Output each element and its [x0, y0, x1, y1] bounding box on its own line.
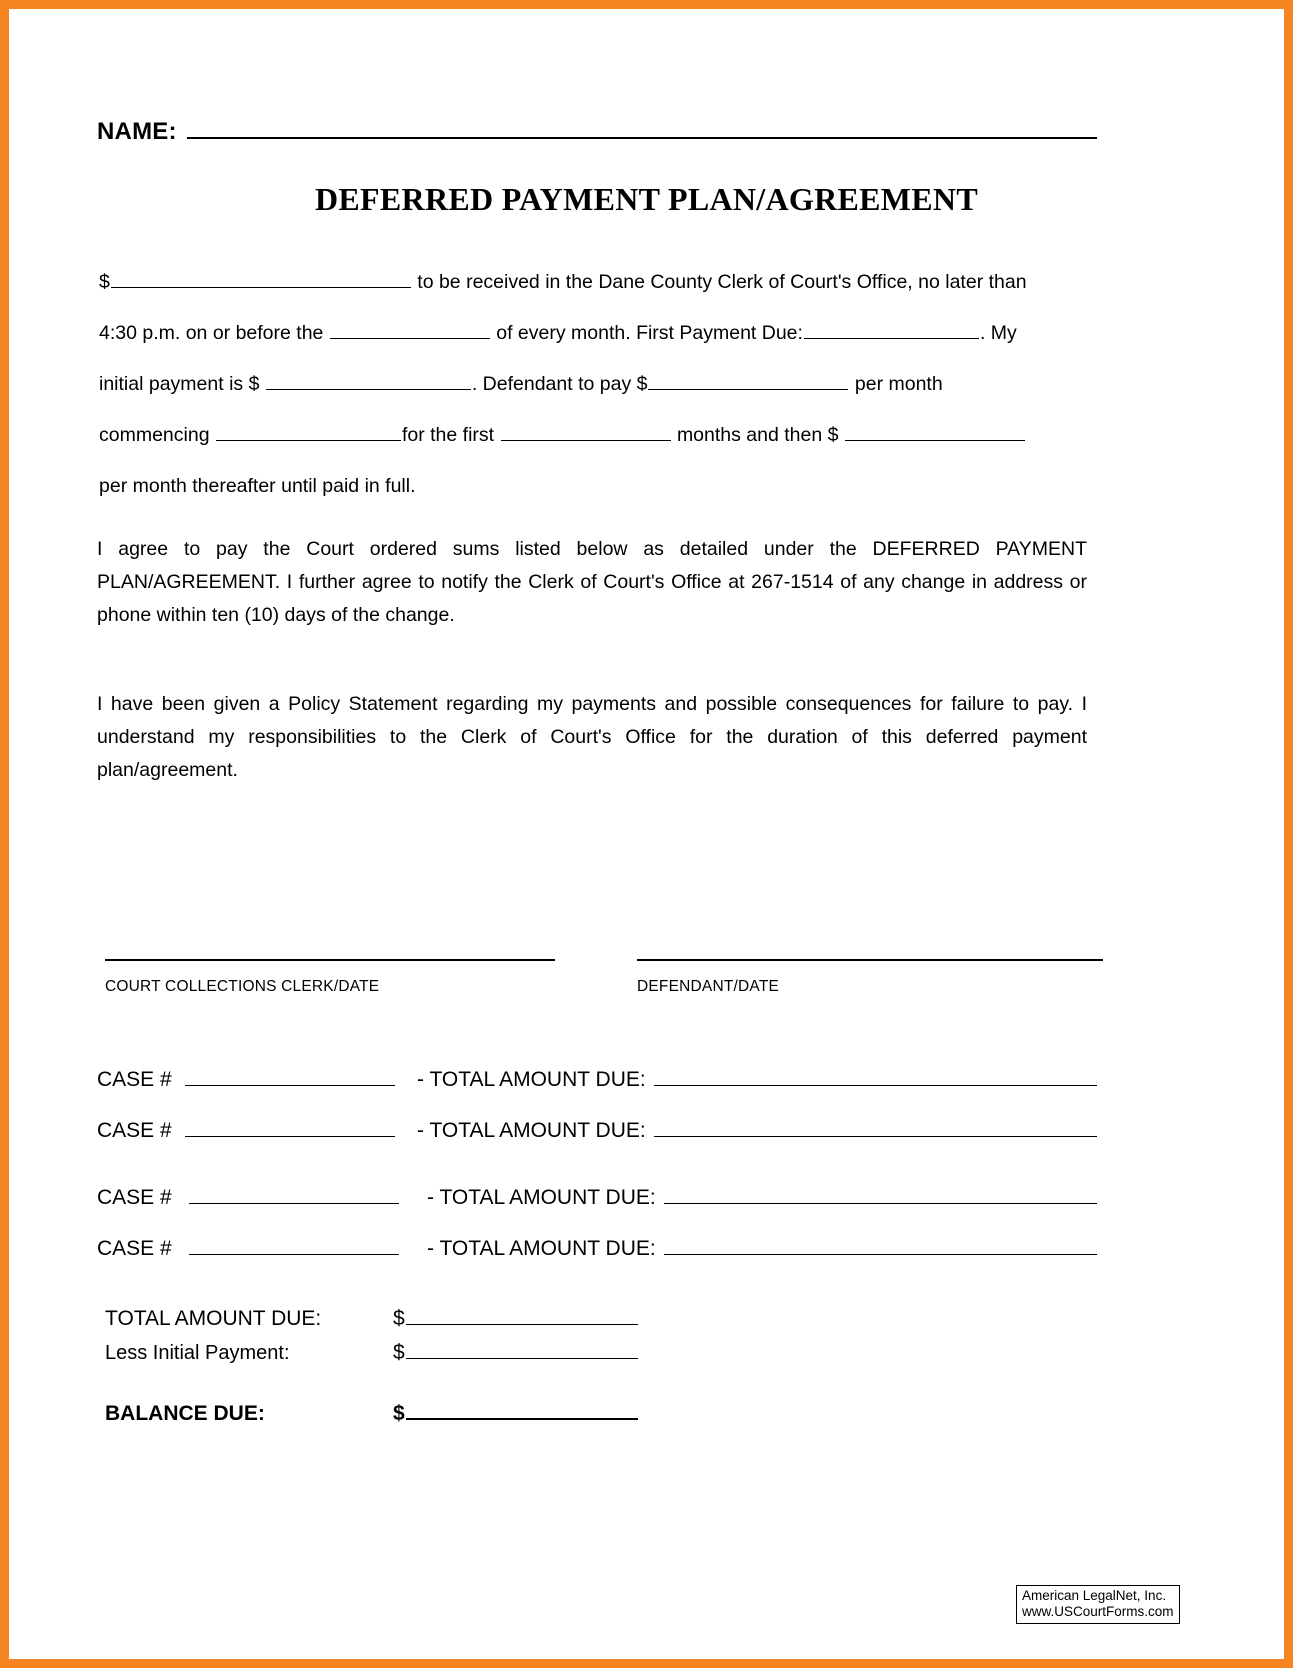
- fill-in-body: [99, 257, 1089, 512]
- case-number-blank[interactable]: [189, 1183, 399, 1204]
- dollar-sign-amount: $: [99, 271, 110, 293]
- policy-statement-paragraph: I have been given a Policy Statement regarding my payments and possible consequences for failure to pay. I understand my responsibilities to the Clerk of Court's Office for the duration of this deferred payment plan/agreement.: [97, 693, 1087, 781]
- total-amount-due-value-blank[interactable]: [406, 1305, 638, 1325]
- agreement-paragraph: I agree to pay the Court ordered sums listed below as detailed under the DEFERRED PAYMENT PLAN/AGREEMENT. I further agree to notify the Clerk of Court's Office at 267-1514 of any change in address or phone within ten (10) days of the change.: [97, 538, 1087, 626]
- total-amount-due-label: TOTAL AMOUNT DUE:: [105, 1307, 322, 1330]
- total-amount-due-blank[interactable]: [664, 1234, 1097, 1255]
- fill-line-1: [99, 257, 1089, 308]
- fill-line-5: per month thereafter until paid in full.: [99, 475, 416, 497]
- dollar-sign-icon: $: [393, 1307, 405, 1330]
- case-number-blank[interactable]: [185, 1065, 395, 1086]
- clerk-signature-line[interactable]: [105, 959, 555, 961]
- fill-line-3-text-c: per month: [854, 373, 943, 395]
- fill-line-3: [99, 359, 1089, 410]
- case-amount-list: [97, 1065, 1097, 1261]
- total-amount-due-label: - TOTAL AMOUNT DUE:: [427, 1186, 656, 1209]
- case-row: [97, 1234, 1097, 1261]
- balance-due-value-blank[interactable]: [406, 1399, 638, 1420]
- case-row: [97, 1116, 1097, 1143]
- signature-block: [97, 959, 1097, 1019]
- clerk-signature-column: [105, 959, 555, 996]
- publisher-website[interactable]: www.USCourtForms.com: [1022, 1604, 1174, 1619]
- page-title: DEFERRED PAYMENT PLAN/AGREEMENT: [315, 181, 978, 217]
- total-amount-due-blank[interactable]: [654, 1116, 1097, 1137]
- case-number-label: CASE #: [97, 1068, 172, 1091]
- balance-due-row: [105, 1399, 705, 1433]
- defendant-signature-column: [637, 959, 1103, 996]
- less-initial-payment-label: Less Initial Payment:: [105, 1342, 290, 1364]
- case-number-label: CASE #: [97, 1119, 172, 1142]
- initial-payment-blank[interactable]: [266, 372, 471, 390]
- dollar-sign-icon: $: [393, 1341, 405, 1364]
- name-input-line[interactable]: [187, 117, 1097, 139]
- clerk-signature-caption: COURT COLLECTIONS CLERK/DATE: [105, 978, 380, 995]
- total-amount-due-label: - TOTAL AMOUNT DUE:: [417, 1068, 646, 1091]
- publisher-name: American LegalNet, Inc.: [1022, 1588, 1167, 1603]
- case-number-blank[interactable]: [185, 1116, 395, 1137]
- less-initial-payment-value-blank[interactable]: [406, 1339, 638, 1359]
- fill-line-4-text-a: commencing: [99, 424, 210, 446]
- later-monthly-amount-blank[interactable]: [845, 423, 1025, 441]
- total-amount-due-label: - TOTAL AMOUNT DUE:: [427, 1237, 656, 1260]
- dollar-sign-icon: $: [393, 1402, 405, 1425]
- case-row: [97, 1065, 1097, 1092]
- defendant-signature-line[interactable]: [637, 959, 1103, 961]
- fill-line-2-text-c: . My: [979, 322, 1017, 344]
- case-number-label: CASE #: [97, 1186, 172, 1209]
- total-amount-due-label: - TOTAL AMOUNT DUE:: [417, 1119, 646, 1142]
- balance-due-label: BALANCE DUE:: [105, 1402, 265, 1425]
- fill-line-3-text-a: initial payment is $: [99, 373, 260, 395]
- page-border: [9, 9, 1284, 1659]
- case-number-blank[interactable]: [189, 1234, 399, 1255]
- totals-section: [105, 1305, 705, 1433]
- commencing-date-blank[interactable]: [216, 423, 401, 441]
- fill-line-4-text-c: months and then $: [676, 424, 839, 446]
- months-count-blank[interactable]: [501, 423, 671, 441]
- total-amount-due-blank[interactable]: [664, 1183, 1097, 1204]
- defendant-signature-caption: DEFENDANT/DATE: [637, 978, 780, 995]
- fill-line-3-text-b: . Defendant to pay $: [471, 373, 648, 395]
- less-initial-payment-row: [105, 1339, 705, 1373]
- total-amount-due-blank[interactable]: [654, 1065, 1097, 1086]
- fill-line-4: [99, 410, 1089, 461]
- case-number-label: CASE #: [97, 1237, 172, 1260]
- monthly-payment-blank[interactable]: [648, 372, 848, 390]
- name-label: NAME:: [97, 118, 177, 145]
- total-amount-due-row: [105, 1305, 705, 1339]
- document-sheet: [9, 9, 1284, 1659]
- name-field-row: [97, 117, 1097, 151]
- fill-line-2-text-a: 4:30 p.m. on or before the: [99, 322, 324, 344]
- day-of-month-blank[interactable]: [330, 321, 490, 339]
- first-payment-due-blank[interactable]: [804, 321, 979, 339]
- fill-line-2: [99, 308, 1089, 359]
- publisher-stamp: [1016, 1585, 1180, 1624]
- fill-line-4-text-b: for the first: [401, 424, 495, 446]
- case-row: [97, 1183, 1097, 1210]
- fill-line-2-text-b: of every month. First Payment Due:: [496, 322, 803, 344]
- amount-blank[interactable]: [111, 270, 411, 288]
- fill-line-1-text: to be received in the Dane County Clerk of Court's Office, no later than: [417, 271, 1027, 293]
